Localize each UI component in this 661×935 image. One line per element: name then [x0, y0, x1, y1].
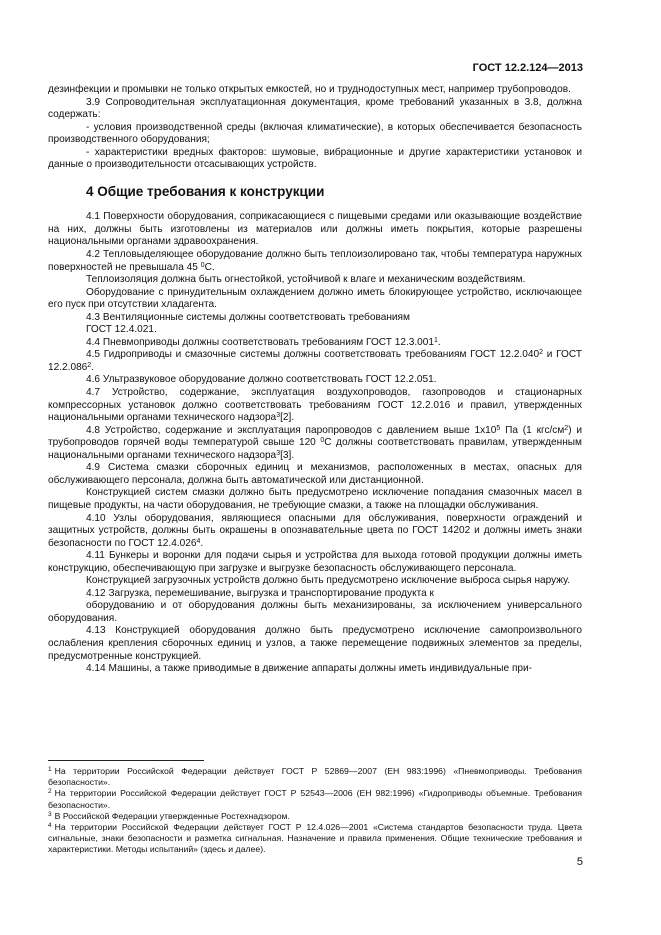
paragraph-4-8-text-2: Па (1 кгс/см	[500, 424, 565, 436]
paragraph-4-11: 4.11 Бункеры и воронки для подачи сырья и устройства для выхода готовой продукции должны иметь конструкцию, обеспечивающую при загрузке и выгрузке безопасность обслуживающего персонала.	[48, 550, 582, 574]
paragraph-3-9-item-2: - характеристики вредных факторов: шумовые, вибрационные и другие характеристики установок и данные о производительности отсасывающих устройств.	[48, 146, 582, 171]
paragraph-4-2	[48, 249, 582, 274]
paragraph-3-9: 3.9 Сопроводительная эксплуатационная документация, кроме требований указанных в 3.8, должна содержать:	[48, 96, 582, 121]
paragraph-4-6: 4.6 Ультразвуковое оборудование должно соответствовать ГОСТ 12.2.051.	[86, 374, 437, 386]
footnote-text: На территории Российской Федерации действует ГОСТ Р 52543—2006 (ЕН 982:1996) «Гидроприводы объемные. Требования безопасности».	[48, 788, 582, 810]
footnote-3	[48, 811, 582, 822]
page-number: 5	[576, 856, 583, 868]
unit-superscript: 2	[564, 424, 569, 432]
document-header: ГОСТ 12.2.124—2013	[472, 62, 583, 74]
paragraph-3-9-item-1: - условия производственной среды (включая климатические), в которых обеспечивается безопасность производственного оборудования;	[48, 121, 582, 146]
paragraph-4-3-ref: ГОСТ 12.4.021.	[86, 324, 157, 336]
footnote-ref-2b[interactable]: 2	[87, 361, 92, 369]
paragraph-4-14: 4.14 Машины, а также приводимые в движение аппараты должны иметь индивидуальные при-	[86, 663, 533, 675]
footnote-number: 1	[48, 766, 52, 773]
footnotes	[48, 766, 582, 856]
document-body	[48, 84, 582, 676]
footnote-text: На территории Российской Федерации действует ГОСТ Р 12.4.026—2001 «Система стандартов безопасности труда. Цвета сигнальные, знаки безопасности и разметка сигнальная. Назначение и правила применения. Общие технические требования и характеристики. Методы испытаний» (здесь и далее).	[48, 822, 582, 855]
paragraph-4-2-end: С.	[204, 261, 215, 273]
paragraph-continuation: дезинфекции и промывки не только открытых емкостей, но и труднодоступных мест, например трубопроводов.	[48, 84, 571, 95]
footnote-ref-4[interactable]: 4	[196, 537, 201, 545]
degree-superscript: 0	[200, 261, 205, 269]
footnote-ref-3a[interactable]: 3	[276, 412, 281, 420]
paragraph-4-1: 4.1 Поверхности оборудования, соприкасающиеся с пищевыми средами или оказывающие воздействие на них, должны быть изготовлены из материалов или должны иметь покрытия, которые разрешены национальными органами здравоохранения.	[48, 211, 582, 248]
footnote-text: На территории Российской Федерации действует ГОСТ Р 52869—2007 (ЕН 983:1996) «Пневмоприводы. Требования безопасности».	[48, 766, 582, 788]
footnote-text: В Российской Федерации утвержденные Ростехнадзором.	[54, 810, 290, 821]
paragraph-4-2-cooling: Оборудование с принудительным охлаждением должно иметь блокирующее устройство, исключающее его пуск при отсутствии хладагента.	[48, 286, 582, 311]
paragraph-4-10-text: 4.10 Узлы оборудования, являющиеся опасными для обслуживания, поверхности ограждений и защитных устройств, должны быть окрашены в опознавательные цвета по ГОСТ 14202 и должны иметь знаки безопасности по ГОСТ 12.4.026	[48, 512, 582, 549]
paragraph-4-5-text: 4.5 Гидроприводы и смазочные системы должны соответствовать требованиям ГОСТ 12.2.040	[86, 349, 540, 361]
paragraph-4-8	[48, 425, 582, 463]
paragraph-4-7-end: [2].	[280, 412, 295, 424]
footnote-ref-2a[interactable]: 2	[539, 349, 543, 357]
footnote-ref-1[interactable]: 1	[434, 336, 438, 344]
paragraph-4-4-text: 4.4 Пневмоприводы должны соответствовать требованиям ГОСТ 12.3.001	[86, 336, 435, 348]
paragraph-4-10-end: .	[200, 537, 204, 549]
paragraph-4-7-text: 4.7 Устройство, содержание, эксплуатация воздухопроводов, газопроводов и стационарных компрессорных установок должно соответствовать требованиям ГОСТ 12.2.016 и правил, утвержденных национальными органами технического надзора	[48, 387, 582, 424]
paragraph-4-9-lubrication: Конструкцией систем смазки должно быть предусмотрено исключение попадания смазочных масел в пищевые продукты, на части оборудования, не требующие смазки, а также на площадки обслуживания.	[48, 487, 582, 511]
section-heading-4: 4 Общие требования к конструкции	[86, 183, 325, 199]
paragraph-4-11-loading: Конструкцией загрузочных устройств должно быть предусмотрено исключение выброса сырья наружу.	[86, 575, 570, 587]
paragraph-4-5	[48, 349, 582, 374]
paragraph-4-12-cont: оборудованию и от оборудования должны быть механизированы, за исключением универсального оборудования.	[48, 600, 582, 624]
paragraph-4-8-text-4: С должны соответствовать правилам, утвержденным национальными органами технического надзора	[48, 437, 582, 461]
paragraph-4-10	[48, 513, 582, 551]
exponent-superscript: 5	[496, 424, 501, 432]
paragraph-4-4-end: .	[437, 336, 441, 348]
footnote-1	[48, 766, 582, 788]
paragraph-4-5-text-2: и ГОСТ 12.2.086	[48, 349, 582, 373]
paragraph-4-9: 4.9 Система смазки сборочных единиц и механизмов, расположенных в местах, опасных для обслуживающего персонала, должна быть автоматической или дистанционной.	[48, 462, 582, 486]
paragraph-4-2-text: 4.2 Тепловыделяющее оборудование должно быть теплоизолировано так, чтобы температура наружных поверхностей не превышала 45	[48, 249, 582, 273]
paragraph-4-8-text-3: ) и трубопроводов горячей воды температурой свыше 120	[48, 424, 582, 449]
paragraph-4-7	[48, 387, 582, 425]
footnote-ref-3b[interactable]: 3	[276, 449, 281, 457]
footnote-number: 3	[48, 810, 52, 818]
paragraph-4-5-end: .	[91, 361, 95, 373]
paragraph-4-2-insulation: Теплоизоляция должна быть огнестойкой, устойчивой к влаге и механическим воздействиям.	[86, 274, 526, 286]
paragraph-4-3: 4.3 Вентиляционные системы должны соответствовать требованиям	[86, 311, 410, 323]
paragraph-4-4	[48, 337, 582, 350]
paragraph-4-12: 4.12 Загрузка, перемешивание, выгрузка и транспортирование продукта к	[86, 587, 434, 599]
footnote-number: 4	[48, 822, 52, 830]
paragraph-4-8-end: [3].	[280, 449, 295, 461]
footnote-divider	[48, 760, 204, 761]
footnote-2	[48, 788, 582, 810]
degree-superscript-2: 0	[320, 437, 325, 445]
paragraph-4-8-text: 4.8 Устройство, содержание и эксплуатация паропроводов с давлением выше 1х10	[86, 424, 497, 436]
paragraph-4-13: 4.13 Конструкцией оборудования должно быть предусмотрено исключение самопроизвольного ослабления крепления сборочных единиц и узлов, а также перемещение подвижных элементов за пределы, предусмотренные конструкцией.	[48, 625, 582, 662]
footnote-number: 2	[48, 788, 52, 796]
footnote-4	[48, 822, 582, 856]
